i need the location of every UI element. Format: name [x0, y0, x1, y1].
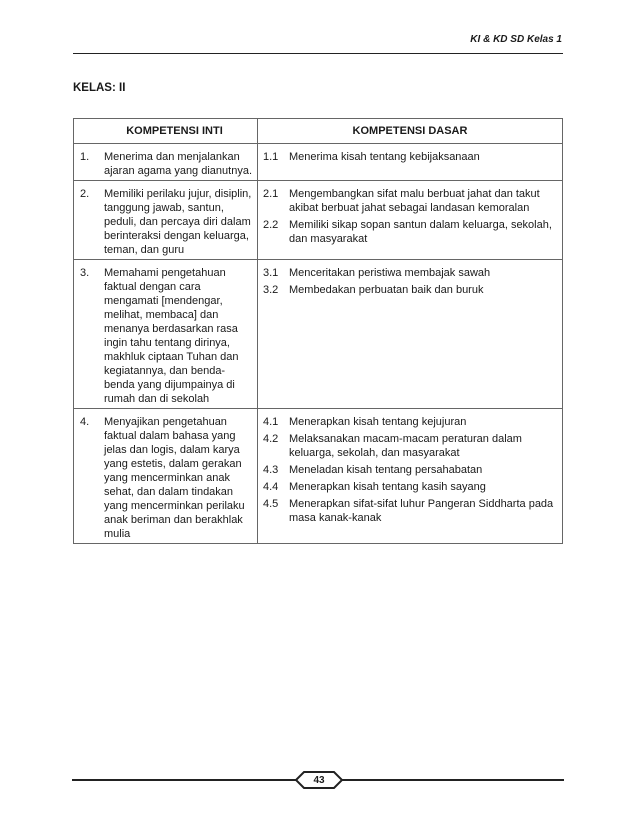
page-number-badge	[294, 770, 344, 790]
ki-cell	[74, 260, 258, 409]
kd-cell	[258, 260, 563, 409]
kd-number: 4.1	[263, 416, 279, 428]
kd-number: 1.1	[263, 151, 279, 163]
kd-text: Menerima kisah tentang kebijaksanaan	[289, 151, 480, 163]
kompetensi-table	[73, 118, 563, 544]
kd-item	[263, 415, 556, 429]
kd-text: Mengembangkan sifat malu berbuat jahat dan takut akibat berbuat jahat sebagai landasan kemoralan	[289, 188, 540, 214]
ki-text: Memiliki perilaku jujur, disiplin, tanggung jawab, santun, peduli, dan percaya diri dalam berinteraksi dengan keluarga, teman, dan guru	[104, 188, 252, 256]
kd-cell	[258, 181, 563, 260]
kd-item	[263, 480, 556, 494]
kd-number: 4.3	[263, 464, 279, 476]
header-kompetensi-inti: KOMPETENSI INTI	[74, 119, 258, 144]
kd-item	[263, 463, 556, 477]
kd-item	[263, 497, 556, 525]
kd-text: Menerapkan kisah tentang kasih sayang	[289, 481, 486, 493]
kd-text: Melaksanakan macam-macam peraturan dalam keluarga, sekolah, dan masyarakat	[289, 433, 522, 459]
ki-cell	[74, 409, 258, 544]
ki-text: Menyajikan pengetahuan faktual dalam bahasa yang jelas dan logis, dalam karya yang estetis, dalam gerakan yang mencerminkan anak sehat, dan dalam tindakan yang mencerminkan perilaku anak beriman dan berakhlak mulia	[104, 416, 245, 540]
header-kompetensi-dasar: KOMPETENSI DASAR	[258, 119, 563, 144]
footer-rule-left	[72, 779, 300, 781]
footer-rule-right	[338, 779, 564, 781]
ki-number: 4.	[80, 416, 90, 428]
kd-text: Memiliki sikap sopan santun dalam keluarga, sekolah, dan masyarakat	[289, 219, 552, 245]
kd-text: Menceritakan peristiwa membajak sawah	[289, 267, 491, 279]
ki-cell	[74, 181, 258, 260]
ki-text: Memahami pengetahuan faktual dengan cara mengamati [mendengar, melihat, membaca] dan menanya berdasarkan rasa ingin tahu tentang dirinya, makhluk ciptaan Tuhan dan kegiatannya, dan benda-benda yang dijumpainya di rumah dan di sekolah	[104, 267, 239, 405]
ki-number: 1.	[80, 151, 90, 163]
kd-cell	[258, 409, 563, 544]
kd-text: Meneladan kisah tentang persahabatan	[289, 464, 483, 476]
table-row	[74, 409, 563, 544]
kd-text: Menerapkan sifat-sifat luhur Pangeran Siddharta pada masa kanak-kanak	[289, 498, 554, 524]
ki-number: 3.	[80, 267, 90, 279]
running-header: KI & KD SD Kelas 1	[470, 34, 562, 45]
table-row	[74, 181, 563, 260]
header-rule	[73, 53, 563, 54]
ki-cell	[74, 144, 258, 181]
kd-number: 4.2	[263, 433, 279, 445]
kd-number: 2.2	[263, 219, 279, 231]
kd-number: 4.4	[263, 481, 279, 493]
kd-text: Menerapkan kisah tentang kejujuran	[289, 416, 467, 428]
kd-item	[263, 432, 556, 460]
ki-number: 2.	[80, 188, 90, 200]
ki-text: Menerima dan menjalankan ajaran agama yang dianutnya.	[104, 151, 252, 177]
kelas-heading: KELAS: II	[73, 82, 126, 94]
kd-item	[263, 266, 556, 280]
kd-number: 3.1	[263, 267, 279, 279]
kd-number: 3.2	[263, 284, 279, 296]
kd-cell	[258, 144, 563, 181]
table-row	[74, 144, 563, 181]
kd-number: 4.5	[263, 498, 279, 510]
kd-item	[263, 218, 556, 246]
table-header-row	[74, 119, 563, 144]
kd-text: Membedakan perbuatan baik dan buruk	[289, 284, 484, 296]
kd-item	[263, 187, 556, 215]
kd-item	[263, 283, 556, 297]
kd-number: 2.1	[263, 188, 279, 200]
page-number: 43	[313, 774, 325, 786]
table-row	[74, 260, 563, 409]
kd-item	[263, 150, 556, 164]
